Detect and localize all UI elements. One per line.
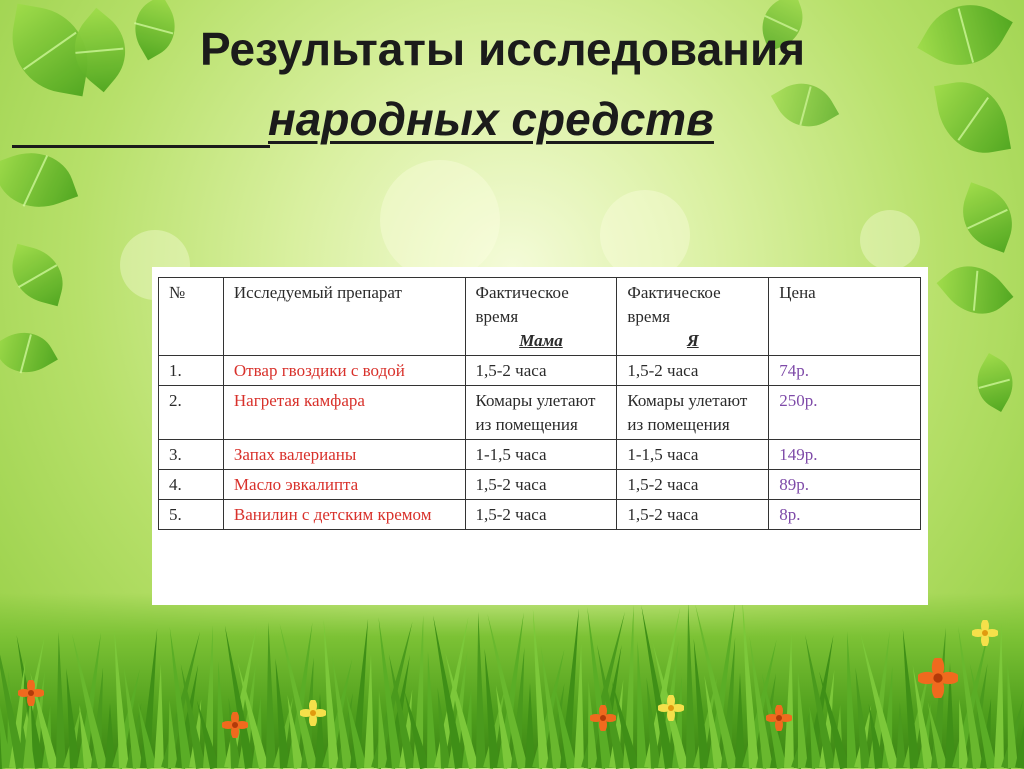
cell-time-mama: 1,5-2 часа <box>465 356 617 386</box>
header-time-mama-label: Фактическое время <box>475 283 569 326</box>
slide-title-line2: народных средств <box>268 93 714 145</box>
leaf-decoration <box>952 182 1022 252</box>
leaf-decoration <box>937 251 1014 329</box>
header-time-me-who: Я <box>686 331 699 350</box>
cell-time-mama: 1-1,5 часа <box>465 440 617 470</box>
leaf-decoration <box>0 321 58 385</box>
cell-preparation: Запах валерианы <box>223 440 465 470</box>
header-price: Цена <box>769 278 921 356</box>
cell-number: 5. <box>159 500 224 530</box>
table-header-row <box>159 278 921 356</box>
cell-preparation: Нагретая камфара <box>223 386 465 440</box>
cell-time-me: 1,5-2 часа <box>617 470 769 500</box>
cell-price: 89р. <box>769 470 921 500</box>
leaf-decoration <box>917 0 1013 83</box>
title-underline-rule <box>12 145 270 148</box>
results-table-panel <box>152 267 928 605</box>
cell-price: 8р. <box>769 500 921 530</box>
cell-price: 250р. <box>769 386 921 440</box>
cell-time-mama: 1,5-2 часа <box>465 470 617 500</box>
cell-price: 74р. <box>769 356 921 386</box>
flower-decoration <box>18 680 44 706</box>
leaf-decoration <box>771 71 839 139</box>
table-row <box>159 500 921 530</box>
table-row <box>159 440 921 470</box>
leaf-decoration <box>123 0 187 60</box>
cell-number: 4. <box>159 470 224 500</box>
cell-preparation: Масло эвкалипта <box>223 470 465 500</box>
flower-decoration <box>766 705 792 731</box>
leaf-decoration <box>4 244 70 307</box>
cell-preparation: Ванилин с детским кремом <box>223 500 465 530</box>
results-table <box>158 277 921 530</box>
flower-decoration <box>300 700 326 726</box>
header-time-me <box>617 278 769 356</box>
header-time-me-label: Фактическое время <box>627 283 721 326</box>
header-number: № <box>159 278 224 356</box>
flower-decoration <box>222 712 248 738</box>
header-preparation: Исследуемый препарат <box>223 278 465 356</box>
cell-time-me: 1,5-2 часа <box>617 356 769 386</box>
table-row <box>159 356 921 386</box>
cell-time-me: 1,5-2 часа <box>617 500 769 530</box>
slide-title-line1: Результаты исследования <box>200 23 806 75</box>
cell-time-mama: Комары улетают из помещения <box>465 386 617 440</box>
flower-decoration <box>918 658 958 698</box>
leaf-decoration <box>966 353 1023 412</box>
cell-number: 1. <box>159 356 224 386</box>
cell-time-mama: 1,5-2 часа <box>465 500 617 530</box>
header-time-mama-who: Мама <box>519 331 563 350</box>
cell-number: 3. <box>159 440 224 470</box>
cell-preparation: Отвар гвоздики с водой <box>223 356 465 386</box>
cell-time-me: 1-1,5 часа <box>617 440 769 470</box>
header-time-mama <box>465 278 617 356</box>
flower-decoration <box>972 620 998 646</box>
cell-number: 2. <box>159 386 224 440</box>
table-row <box>159 386 921 440</box>
flower-decoration <box>590 705 616 731</box>
cell-price: 149р. <box>769 440 921 470</box>
leaf-decoration <box>934 75 1011 160</box>
table-row <box>159 470 921 500</box>
leaf-decoration <box>0 140 78 220</box>
flower-decoration <box>658 695 684 721</box>
cell-time-me: Комары улетают из помещения <box>617 386 769 440</box>
